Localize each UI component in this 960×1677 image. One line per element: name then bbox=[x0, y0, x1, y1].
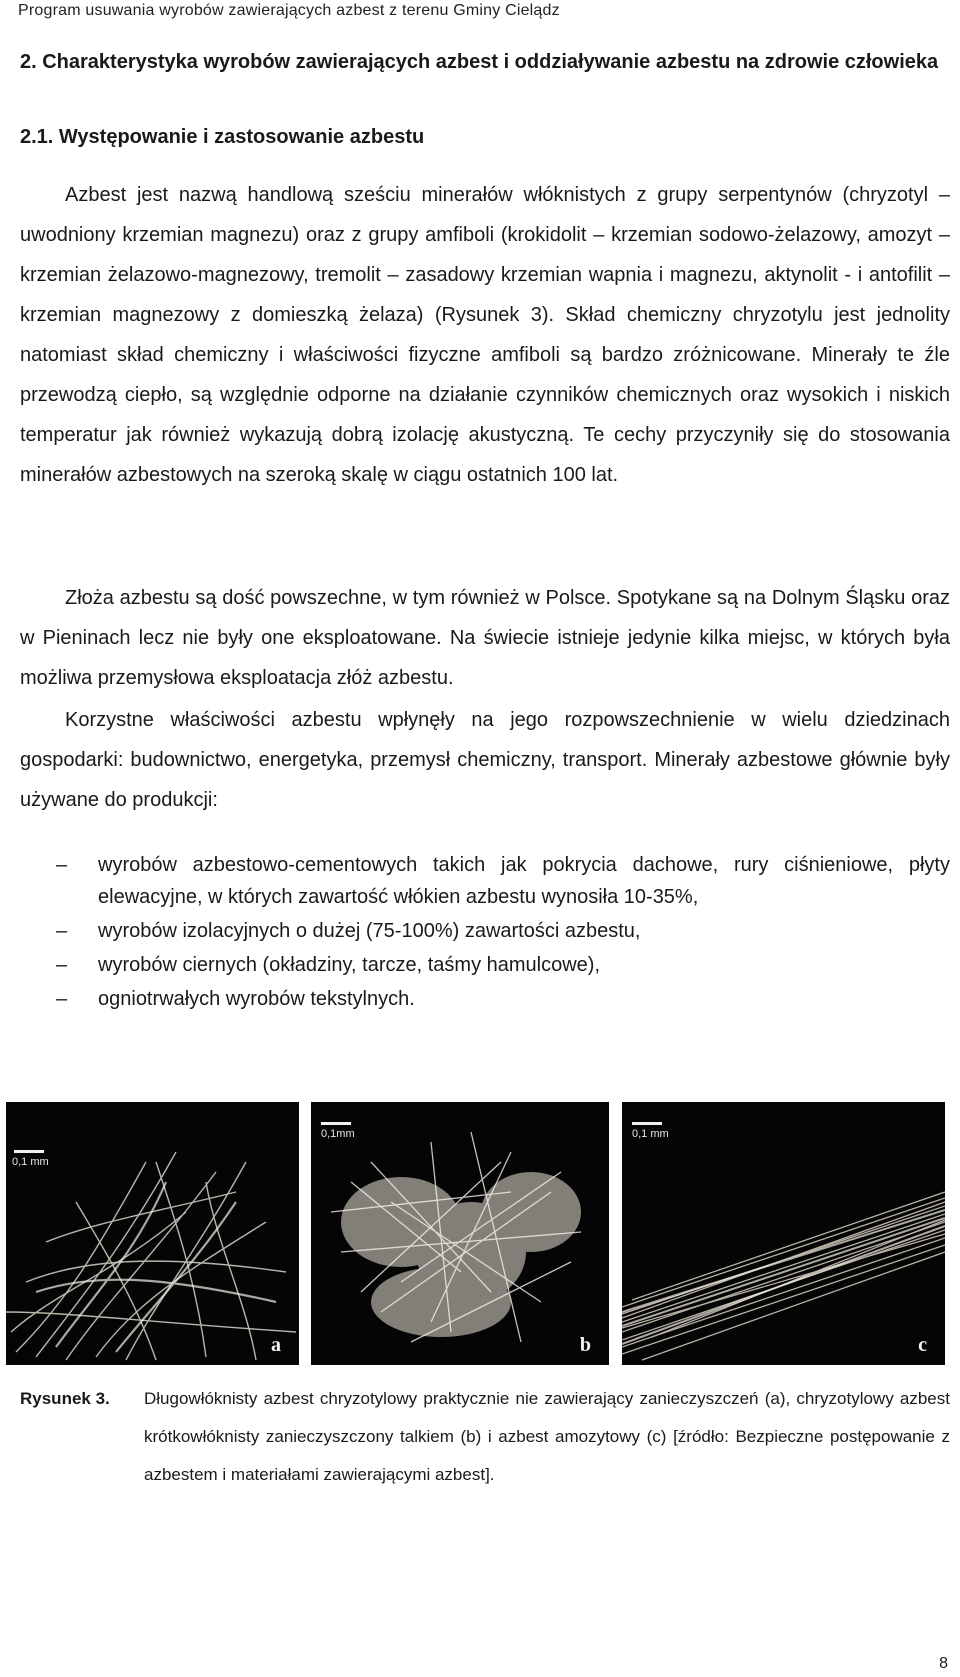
fibers-c-illustration bbox=[622, 1102, 945, 1365]
subsection-heading: 2.1. Występowanie i zastosowanie azbestu bbox=[20, 126, 425, 148]
list-item bbox=[20, 849, 950, 913]
list-item bbox=[20, 983, 950, 1015]
scale-label: 0,1 mm bbox=[12, 1156, 49, 1168]
section-heading: 2. Charakterystyka wyrobów zawierających azbest i oddziaływanie azbestu na zdrowie człowieka bbox=[20, 51, 939, 73]
scale-bar bbox=[321, 1122, 351, 1125]
fibers-a-illustration bbox=[6, 1102, 299, 1365]
list-dash: – bbox=[56, 920, 68, 942]
figure-caption-text: Długowłóknisty azbest chryzotylowy praktycznie nie zawierający zanieczyszczeń (a), chryzotylowy azbest krótkowłóknisty zanieczyszczony talkiem (b) i azbest amozytowy (c) [źródło: Bezpieczne postępowanie z azbestem i materiałami zawierającymi azbest]. bbox=[144, 1389, 950, 1484]
usage-list bbox=[20, 849, 950, 1017]
list-item-text: wyrobów ciernych (okładziny, tarcze, taśmy hamulcowe), bbox=[98, 954, 601, 976]
asbestos-photo-a bbox=[6, 1102, 299, 1365]
scale-bar bbox=[632, 1122, 662, 1125]
list-item-text: ogniotrwałych wyrobów tekstylnych. bbox=[98, 988, 415, 1010]
page-number: 8 bbox=[939, 1655, 948, 1672]
list-item bbox=[20, 915, 950, 947]
paragraph: Azbest jest nazwą handlową sześciu minerałów włóknistych z grupy serpentynów (chryzotyl – uwodniony krzemian magnezu) oraz z grupy amfiboli (krokidolit – krzemian sodowo-żelazowy, amozyt – krzemian żelazowo-magnezowy, tremolit – zasadowy krzemian wapnia i magnezu, aktynolit - i antofilit – krzemian magnezowy z domieszką żelaza) (Rysunek 3). Skład chemiczny chryzotylu jest jednolity natomiast skład chemiczny i właściwości fizyczne amfiboli są bardzo zróżnicowane. Minerały te źle przewodzą ciepło, są względnie odporne na działanie czynników chemicznych oraz wysokich i niskich temperatur jak również wykazują dobrą izolację akustyczną. Te cechy przyczyniły się do stosowania minerałów azbestowych na szeroką skalę w ciągu ostatnich 100 lat. bbox=[20, 184, 950, 486]
list-dash: – bbox=[56, 988, 68, 1010]
figure-caption bbox=[20, 1380, 950, 1494]
scale-label: 0,1mm bbox=[321, 1128, 355, 1140]
list-dash: – bbox=[56, 954, 68, 976]
panel-label-a: a bbox=[271, 1334, 281, 1356]
list-item-text: wyrobów azbestowo-cementowych takich jak pokrycia dachowe, rury ciśnieniowe, płyty elewacyjne, w których zawartość włókien azbestu wynosiła 10-35%, bbox=[98, 854, 950, 908]
asbestos-photo-b bbox=[311, 1102, 609, 1365]
panel-label-b: b bbox=[579, 1334, 591, 1356]
panel-label-c: c bbox=[918, 1334, 927, 1356]
asbestos-photo-c bbox=[622, 1102, 945, 1365]
scale-bar bbox=[14, 1150, 44, 1153]
fibers-b-illustration bbox=[311, 1102, 609, 1365]
scale-label: 0,1 mm bbox=[632, 1128, 669, 1140]
paragraph: Złoża azbestu są dość powszechne, w tym również w Polsce. Spotykane są na Dolnym Śląsku oraz w Pieninach lecz nie były one eksploatowane. Na świecie istnieje jedynie kilka miejsc, w których była możliwa przemysłowa eksploatacja złóż azbestu. bbox=[20, 587, 950, 689]
figure-caption-label: Rysunek 3. bbox=[20, 1389, 110, 1408]
list-item-text: wyrobów izolacyjnych o dużej (75-100%) zawartości azbestu, bbox=[98, 920, 641, 942]
page-header: Program usuwania wyrobów zawierających azbest z terenu Gminy Cielądz bbox=[18, 2, 560, 19]
list-item bbox=[20, 949, 950, 981]
list-dash: – bbox=[56, 854, 68, 876]
paragraph: Korzystne właściwości azbestu wpłynęły na jego rozpowszechnienie w wielu dziedzinach gospodarki: budownictwo, energetyka, przemysł chemiczny, transport. Minerały azbestowe głównie były używane do produkcji: bbox=[20, 709, 950, 811]
